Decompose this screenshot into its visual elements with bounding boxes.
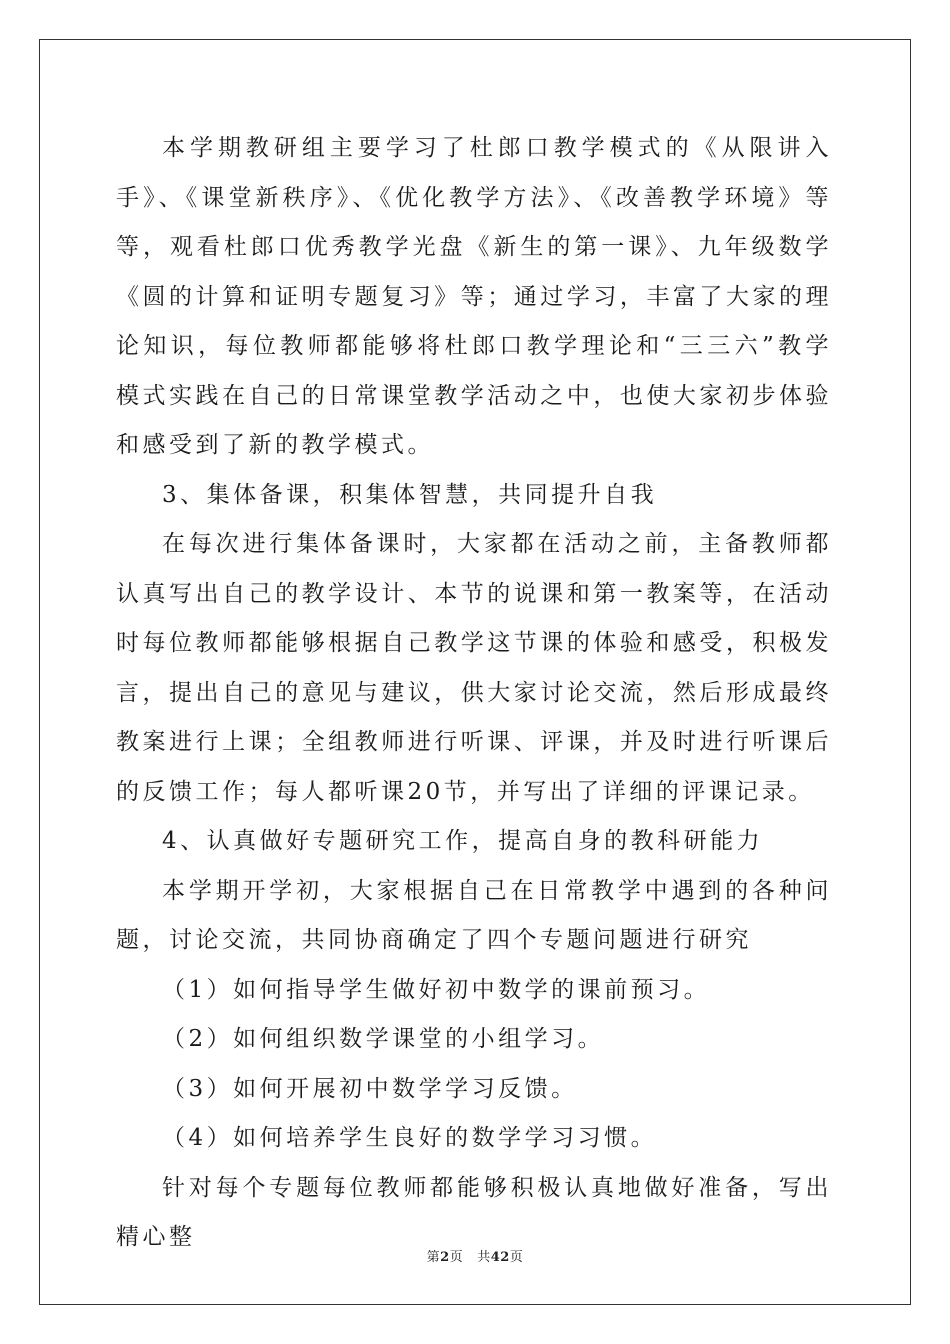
footer-total-pages: 42 [490,1250,510,1265]
page-footer [0,1246,950,1265]
paragraph-study-content: 本学期教研组主要学习了杜郎口教学模式的《从限讲入手》、《课堂新秩序》、《优化教学方法》、《改善教学环境》等等，观看杜郎口优秀教学光盘《新生的第一课》、九年级数学《圆的计算和证明专题复习》等；通过学习，丰富了大家的理论知识，每位教师都能够将杜郎口教学理论和“三三六”教学模式实践在自己的日常课堂教学活动之中，也使大家初步体验和感受到了新的教学模式。 [116,135,832,458]
list-item-topic-1: （1）如何指导学生做好初中数学的课前预习。 [162,976,711,1003]
paragraph-topic-research: 本学期开学初，大家根据自己在日常教学中遇到的各种问题，讨论交流，共同协商确定了四个专题问题进行研究 [116,877,832,953]
document-body [116,124,832,1263]
list-item-topic-4: （4）如何培养学生良好的数学学习习惯。 [162,1125,658,1151]
footer-page-number: 2 [440,1250,450,1265]
list-item-topic-3: （3）如何开展初中数学学习反馈。 [162,1075,578,1102]
heading-topic-research: 4、认真做好专题研究工作，提高自身的教科研能力 [162,828,764,854]
paragraph-collective-lesson-prep: 在每次进行集体备课时，大家都在活动之前，主备教师都认真写出自己的教学设计、本节的说课和第一教案等，在活动时每位教师都能够根据自己教学这节课的体验和感受，积极发言，提出自己的意见与建议，供大家讨论交流，然后形成最终教案进行上课；全组教师进行听课、评课，并及时进行听课后的反馈工作；每人都听课20节，并写出了详细的评课记录。 [116,531,832,805]
footer-page-prefix: 第 [426,1250,441,1265]
footer-total-unit: 页 [509,1250,524,1265]
heading-collective-lesson-prep: 3、集体备课，积集体智慧，共同提升自我 [162,481,658,508]
paragraph-topic-preparation: 针对每个专题每位教师都能够积极认真地做好准备，写出精心整 [116,1174,832,1250]
list-item-topic-2: （2）如何组织数学课堂的小组学习。 [162,1026,605,1052]
footer-page-unit: 页 [449,1250,464,1265]
footer-total-prefix: 共 [477,1250,491,1265]
